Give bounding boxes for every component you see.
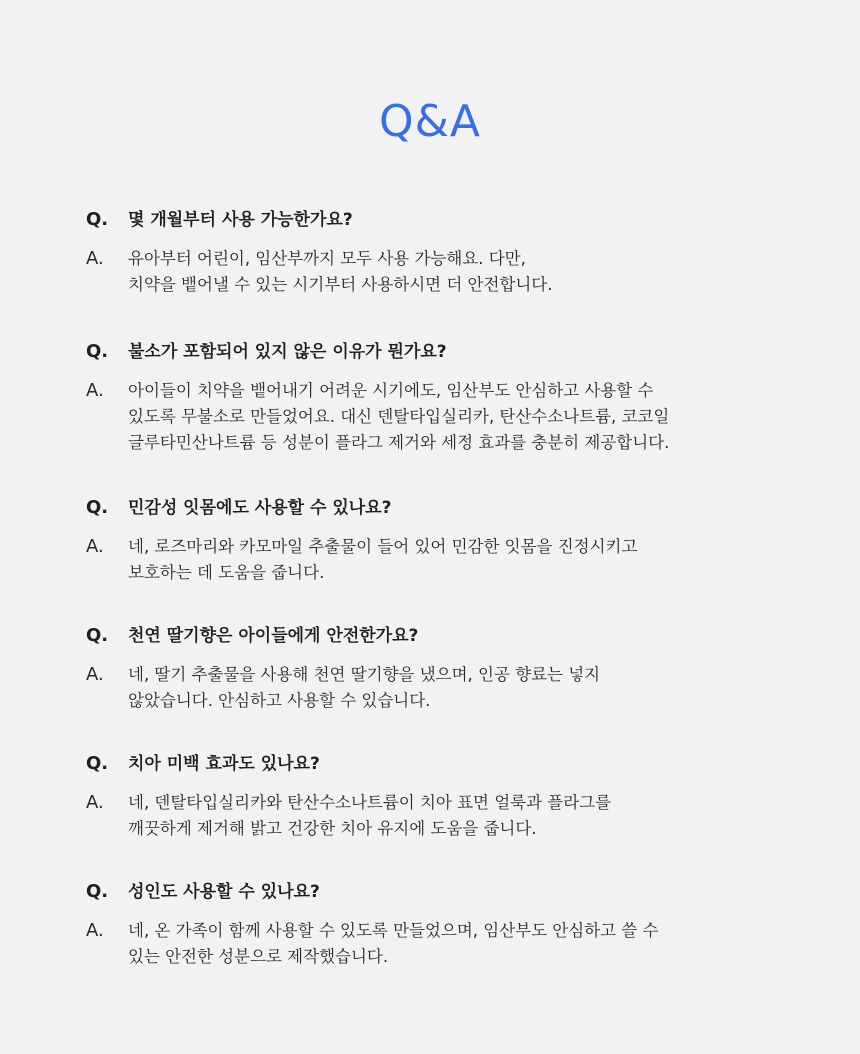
answer-text: 네, 온 가족이 함께 사용할 수 있도록 만들었으며, 임산부도 안심하고 쓸 수 있는 안전한 성분으로 제작했습니다.	[128, 921, 659, 966]
question-marker: Q.	[86, 209, 109, 230]
question-text: 불소가 포함되어 있지 않은 이유가 뭔가요?	[128, 342, 447, 362]
question-text: 몇 개월부터 사용 가능한가요?	[128, 210, 353, 230]
answer-marker: A.	[86, 248, 104, 269]
answer-text: 네, 로즈마리와 카모마일 추출물이 들어 있어 민감한 잇몸을 진정시키고 보호하는 데 도움을 줍니다.	[128, 537, 638, 582]
question-row	[86, 622, 786, 650]
qa-item	[86, 494, 786, 586]
question-marker: Q.	[86, 753, 109, 774]
qa-item	[86, 878, 786, 970]
question-text: 천연 딸기향은 아이들에게 안전한가요?	[128, 626, 419, 646]
question-row	[86, 750, 786, 778]
answer-marker: A.	[86, 920, 104, 941]
answer-row	[86, 534, 786, 586]
question-row	[86, 878, 786, 906]
answer-text: 유아부터 어린이, 임산부까지 모두 사용 가능해요. 다만, 치약을 뱉어낼 수 있는 시기부터 사용하시면 더 안전합니다.	[128, 249, 553, 294]
question-text: 치아 미백 효과도 있나요?	[128, 754, 320, 774]
question-text: 민감성 잇몸에도 사용할 수 있나요?	[128, 498, 392, 518]
question-text: 성인도 사용할 수 있나요?	[128, 882, 320, 902]
answer-marker: A.	[86, 664, 104, 685]
qa-item	[86, 750, 786, 842]
answer-text: 네, 덴탈타입실리카와 탄산수소나트륨이 치아 표면 얼룩과 플라그를 깨끗하게 제거해 밝고 건강한 치아 유지에 도움을 줍니다.	[128, 793, 612, 838]
answer-text: 네, 딸기 추출물을 사용해 천연 딸기향을 냈으며, 인공 향료는 넣지 않았습니다. 안심하고 사용할 수 있습니다.	[128, 665, 601, 710]
question-marker: Q.	[86, 341, 109, 362]
answer-row	[86, 246, 786, 298]
qa-item	[86, 206, 786, 298]
question-row	[86, 494, 786, 522]
qa-item	[86, 622, 786, 714]
answer-row	[86, 918, 786, 970]
question-marker: Q.	[86, 497, 109, 518]
question-row	[86, 206, 786, 234]
answer-row	[86, 378, 786, 456]
qa-item	[86, 338, 786, 456]
page-title: Q&A	[378, 96, 482, 147]
answer-text: 아이들이 치약을 뱉어내기 어려운 시기에도, 임산부도 안심하고 사용할 수 있도록 무불소로 만들었어요. 대신 덴탈타입실리카, 탄산수소나트륨, 코코일 글루타민산나트륨 등 성분이 플라그 제거와 세정 효과를 충분히 제공합니다.	[128, 381, 670, 452]
answer-marker: A.	[86, 792, 104, 813]
question-marker: Q.	[86, 625, 109, 646]
question-row	[86, 338, 786, 366]
question-marker: Q.	[86, 881, 109, 902]
answer-marker: A.	[86, 536, 104, 557]
answer-marker: A.	[86, 380, 104, 401]
answer-row	[86, 790, 786, 842]
answer-row	[86, 662, 786, 714]
